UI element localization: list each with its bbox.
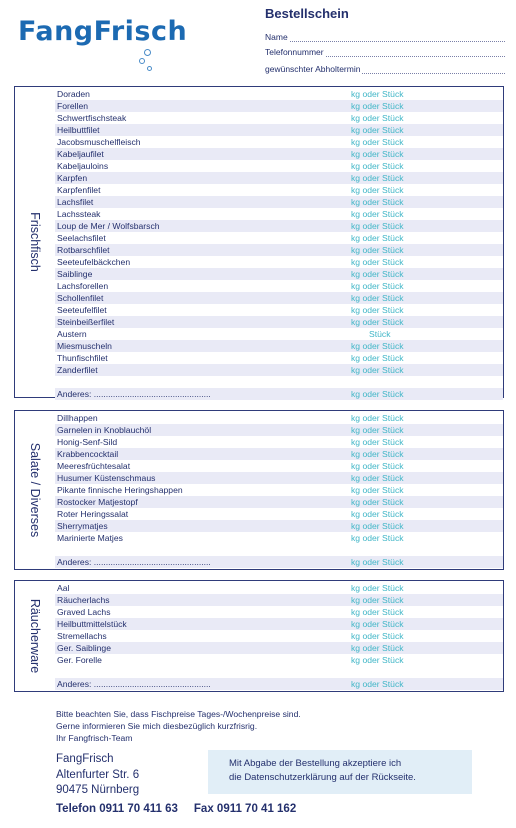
unit-option: kg oder Stück bbox=[351, 209, 404, 219]
unit-option: kg oder Stück bbox=[351, 533, 404, 543]
fangfrisch-logo bbox=[18, 16, 228, 78]
product-name: Husumer Küstenschmaus bbox=[57, 473, 156, 483]
product-name: Saiblinge bbox=[57, 269, 93, 279]
product-row[interactable] bbox=[55, 292, 503, 304]
other-item-label: Anderes: ................................................. bbox=[57, 389, 211, 399]
section-label: Salate / Diverses bbox=[28, 442, 42, 538]
other-item-label: Anderes: ................................................. bbox=[57, 557, 211, 567]
price-notice bbox=[56, 708, 301, 744]
product-row[interactable] bbox=[55, 606, 503, 618]
unit-option: kg oder Stück bbox=[351, 679, 404, 689]
product-name: Steinbeißerfilet bbox=[57, 317, 115, 327]
product-row[interactable] bbox=[55, 448, 503, 460]
product-row[interactable] bbox=[55, 508, 503, 520]
unit-option: kg oder Stück bbox=[351, 101, 404, 111]
other-item-row[interactable] bbox=[55, 388, 503, 400]
product-name: Honig-Senf-Sild bbox=[57, 437, 118, 447]
other-item-row[interactable] bbox=[55, 556, 503, 568]
product-row[interactable] bbox=[55, 196, 503, 208]
other-item-row[interactable] bbox=[55, 678, 503, 690]
section-label: Räucherware bbox=[28, 598, 42, 674]
unit-option: kg oder Stück bbox=[351, 521, 404, 531]
privacy-line: die Datenschutzerklärung auf der Rückseite. bbox=[229, 772, 416, 783]
unit-option: kg oder Stück bbox=[351, 173, 404, 183]
product-row[interactable] bbox=[55, 256, 503, 268]
logo-bubble-icon bbox=[139, 58, 145, 64]
product-row[interactable] bbox=[55, 520, 503, 532]
product-row[interactable] bbox=[55, 496, 503, 508]
product-row[interactable] bbox=[55, 460, 503, 472]
product-name: Räucherlachs bbox=[57, 595, 110, 605]
product-row[interactable] bbox=[55, 654, 503, 666]
product-row[interactable] bbox=[55, 124, 503, 136]
product-name: Forellen bbox=[57, 101, 89, 111]
product-name: Pikante finnische Heringshappen bbox=[57, 485, 183, 495]
privacy-line: Mit Abgabe der Bestellung akzeptiere ich bbox=[229, 758, 402, 769]
section-label: Frischfisch bbox=[28, 212, 42, 272]
product-name: Lachsfilet bbox=[57, 197, 94, 207]
logo-bubble-icon bbox=[144, 49, 151, 56]
product-name: Rotbarschfilet bbox=[57, 245, 110, 255]
unit-option: kg oder Stück bbox=[351, 461, 404, 471]
section-raeucherware bbox=[14, 580, 504, 692]
name-label: Name bbox=[265, 32, 288, 42]
product-row[interactable] bbox=[55, 352, 503, 364]
product-name: Lachsforellen bbox=[57, 281, 109, 291]
product-row[interactable] bbox=[55, 436, 503, 448]
unit-option: kg oder Stück bbox=[351, 113, 404, 123]
unit-option: kg oder Stück bbox=[351, 185, 404, 195]
product-row[interactable] bbox=[55, 364, 503, 376]
product-row[interactable] bbox=[55, 268, 503, 280]
product-name: Roter Heringssalat bbox=[57, 509, 129, 519]
unit-option: kg oder Stück bbox=[351, 389, 404, 399]
unit-option: kg oder Stück bbox=[351, 245, 404, 255]
product-name: Kabeljaufilet bbox=[57, 149, 104, 159]
unit-option: kg oder Stück bbox=[351, 161, 404, 171]
pickup-date-label: gewünschter Abholtermin bbox=[265, 64, 361, 74]
unit-option: kg oder Stück bbox=[351, 365, 404, 375]
product-name: Stremellachs bbox=[57, 631, 107, 641]
unit-option: kg oder Stück bbox=[351, 137, 404, 147]
product-name: Heilbuttfilet bbox=[57, 125, 100, 135]
product-name: Doraden bbox=[57, 89, 90, 99]
unit-option: kg oder Stück bbox=[351, 473, 404, 483]
product-name: Aal bbox=[57, 583, 70, 593]
logo-wordmark: FangFrisch bbox=[18, 16, 188, 47]
unit-option: kg oder Stück bbox=[351, 485, 404, 495]
privacy-consent-box bbox=[208, 750, 472, 794]
product-name: Ger. Forelle bbox=[57, 655, 102, 665]
product-row[interactable] bbox=[55, 148, 503, 160]
product-row[interactable] bbox=[55, 484, 503, 496]
unit-option: kg oder Stück bbox=[351, 305, 404, 315]
notice-line: Bitte beachten Sie, dass Fischpreise Tages-/Wochenpreise sind. bbox=[56, 709, 301, 719]
product-name: Dillhappen bbox=[57, 413, 98, 423]
product-row[interactable] bbox=[55, 100, 503, 112]
unit-option: kg oder Stück bbox=[351, 437, 404, 447]
product-row[interactable] bbox=[55, 412, 503, 424]
product-name: Garnelen in Knoblauchöl bbox=[57, 425, 152, 435]
unit-option: kg oder Stück bbox=[351, 583, 404, 593]
product-name: Austern bbox=[57, 329, 87, 339]
product-name: Krabbencocktail bbox=[57, 449, 119, 459]
product-row[interactable] bbox=[55, 184, 503, 196]
unit-option: kg oder Stück bbox=[351, 643, 404, 653]
notice-line: Ihr Fangfrisch-Team bbox=[56, 733, 133, 743]
product-row[interactable] bbox=[55, 630, 503, 642]
product-name: Seeteufelbäckchen bbox=[57, 257, 131, 267]
name-input-line[interactable] bbox=[290, 32, 505, 42]
pickup-date-field[interactable] bbox=[265, 60, 505, 74]
unit-option: kg oder Stück bbox=[351, 353, 404, 363]
product-row[interactable] bbox=[55, 424, 503, 436]
product-name: Seeteufelfilet bbox=[57, 305, 107, 315]
address-line: Altenfurter Str. 6 bbox=[56, 768, 140, 781]
unit-option: kg oder Stück bbox=[351, 509, 404, 519]
unit-option: kg oder Stück bbox=[351, 269, 404, 279]
unit-option: kg oder Stück bbox=[351, 341, 404, 351]
unit-option: kg oder Stück bbox=[351, 607, 404, 617]
product-name: Marinierte Matjes bbox=[57, 533, 123, 543]
product-row[interactable] bbox=[55, 582, 503, 594]
order-form-title: Bestellschein bbox=[265, 6, 349, 21]
product-name: Jacobsmuschelfleisch bbox=[57, 137, 141, 147]
unit-option: kg oder Stück bbox=[351, 89, 404, 99]
product-row[interactable] bbox=[55, 280, 503, 292]
section-salate-diverses bbox=[14, 410, 504, 570]
logo-bubble-icon bbox=[147, 66, 152, 71]
unit-option: kg oder Stück bbox=[351, 631, 404, 641]
product-name: Graved Lachs bbox=[57, 607, 111, 617]
blank-row bbox=[55, 376, 503, 388]
phone-input-line[interactable] bbox=[326, 47, 505, 57]
unit-option: kg oder Stück bbox=[351, 221, 404, 231]
product-row[interactable] bbox=[55, 642, 503, 654]
product-name: Heilbuttmittelstück bbox=[57, 619, 127, 629]
unit-option: kg oder Stück bbox=[351, 497, 404, 507]
unit-option: kg oder Stück bbox=[351, 557, 404, 567]
unit-option: kg oder Stück bbox=[351, 149, 404, 159]
product-row[interactable] bbox=[55, 136, 503, 148]
product-row[interactable] bbox=[55, 172, 503, 184]
unit-option: kg oder Stück bbox=[351, 317, 404, 327]
fax-number: Fax 0911 70 41 162 bbox=[193, 803, 297, 815]
unit-option: Stück bbox=[369, 329, 391, 339]
product-row[interactable] bbox=[55, 532, 503, 544]
product-name: Ger. Saiblinge bbox=[57, 643, 111, 653]
product-name: Seelachsfilet bbox=[57, 233, 106, 243]
product-row[interactable] bbox=[55, 244, 503, 256]
unit-option: kg oder Stück bbox=[351, 125, 404, 135]
unit-option: kg oder Stück bbox=[351, 619, 404, 629]
notice-line: Gerne informieren Sie mich diesbezüglich kurzfrisrig. bbox=[56, 721, 258, 731]
phone-number: Telefon 0911 70 411 63 bbox=[56, 803, 178, 815]
unit-option: kg oder Stück bbox=[351, 233, 404, 243]
name-field[interactable] bbox=[265, 28, 505, 42]
unit-option: kg oder Stück bbox=[351, 449, 404, 459]
unit-option: kg oder Stück bbox=[351, 197, 404, 207]
product-row[interactable] bbox=[55, 88, 503, 100]
product-name: Rostocker Matjestopf bbox=[57, 497, 138, 507]
product-name: Zanderfilet bbox=[57, 365, 98, 375]
shop-address bbox=[56, 752, 139, 799]
product-name: Kabeljauloins bbox=[57, 161, 109, 171]
product-row[interactable] bbox=[55, 232, 503, 244]
blank-row bbox=[55, 544, 503, 556]
unit-option: kg oder Stück bbox=[351, 257, 404, 267]
product-row[interactable] bbox=[55, 160, 503, 172]
product-row[interactable] bbox=[55, 328, 503, 340]
product-row[interactable] bbox=[55, 472, 503, 484]
product-row[interactable] bbox=[55, 220, 503, 232]
product-name: Loup de Mer / Wolfsbarsch bbox=[57, 221, 160, 231]
product-row[interactable] bbox=[55, 316, 503, 328]
pickup-date-input-line[interactable] bbox=[362, 64, 505, 74]
product-row[interactable] bbox=[55, 208, 503, 220]
product-row[interactable] bbox=[55, 304, 503, 316]
address-line: FangFrisch bbox=[56, 753, 114, 765]
product-name: Thunfischfilet bbox=[57, 353, 108, 363]
product-name: Schollenfilet bbox=[57, 293, 104, 303]
unit-option: kg oder Stück bbox=[351, 425, 404, 435]
product-name: Miesmuscheln bbox=[57, 341, 112, 351]
unit-option: kg oder Stück bbox=[351, 413, 404, 423]
product-name: Karpfenfilet bbox=[57, 185, 101, 195]
product-row[interactable] bbox=[55, 618, 503, 630]
address-line: 90475 Nürnberg bbox=[56, 784, 140, 796]
product-name: Sherrymatjes bbox=[57, 521, 108, 531]
phone-field[interactable] bbox=[265, 43, 505, 57]
product-name: Karpfen bbox=[57, 173, 88, 183]
product-name: Lachssteak bbox=[57, 209, 101, 219]
unit-option: kg oder Stück bbox=[351, 281, 404, 291]
product-name: Meeresfrüchtesalat bbox=[57, 461, 131, 471]
contact-line bbox=[56, 803, 296, 815]
product-name: Schwertfischsteak bbox=[57, 113, 127, 123]
other-item-label: Anderes: ................................................. bbox=[57, 679, 211, 689]
phone-label: Telefonnummer bbox=[265, 47, 324, 57]
unit-option: kg oder Stück bbox=[351, 595, 404, 605]
product-row[interactable] bbox=[55, 112, 503, 124]
product-row[interactable] bbox=[55, 340, 503, 352]
unit-option: kg oder Stück bbox=[351, 655, 404, 665]
blank-row bbox=[55, 666, 503, 678]
unit-option: kg oder Stück bbox=[351, 293, 404, 303]
product-row[interactable] bbox=[55, 594, 503, 606]
section-frischfisch bbox=[14, 86, 504, 398]
